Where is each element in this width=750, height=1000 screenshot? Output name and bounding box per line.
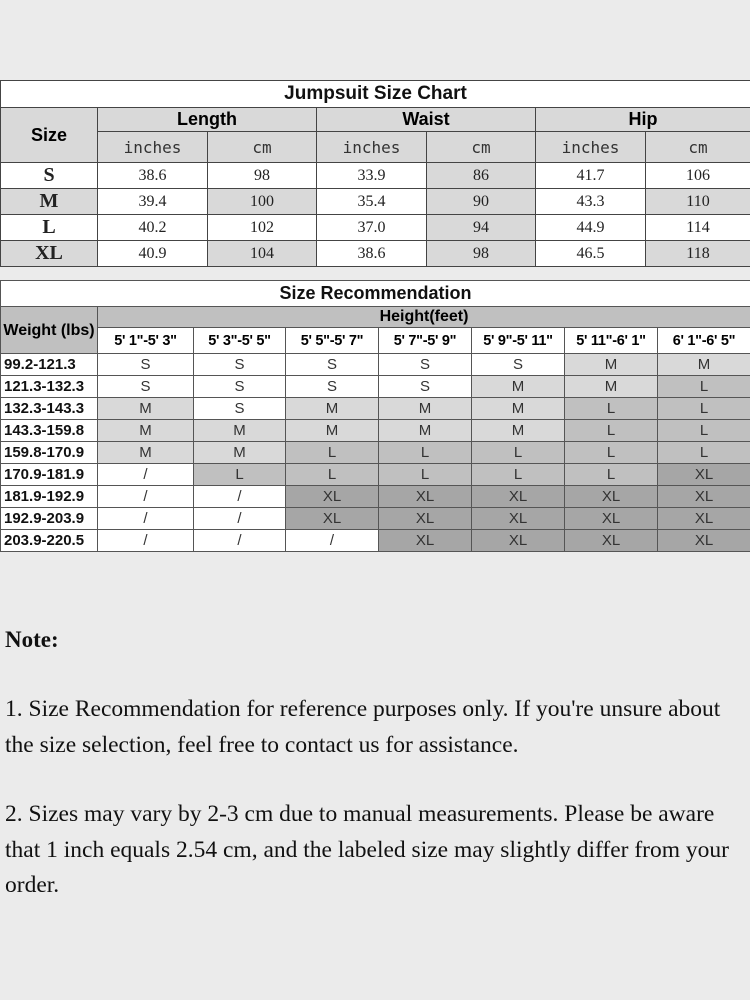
- weight-range-label: 181.9-192.9: [1, 486, 98, 508]
- table-cell: 100: [208, 189, 317, 215]
- note-item: 2. Sizes may vary by 2-3 cm due to manual measurements. Please be aware that 1 inch equals 2.54 cm, and the labeled size may slightly differ from your order.: [5, 801, 729, 898]
- size-cell: XL: [565, 530, 658, 552]
- size-cell: L: [565, 420, 658, 442]
- table-row: [1, 163, 750, 189]
- table-row: [1, 464, 750, 486]
- size-cell: S: [98, 354, 194, 376]
- size-cell: M: [472, 398, 565, 420]
- table-cell: 90: [427, 189, 536, 215]
- table-cell: 40.2: [98, 215, 208, 241]
- height-range-header: 6' 1"-6' 5": [658, 328, 750, 354]
- size-cell: XL: [286, 508, 379, 530]
- weight-range-label: 99.2-121.3: [1, 354, 98, 376]
- size-cell: S: [379, 354, 472, 376]
- size-cell: /: [98, 486, 194, 508]
- size-cell: L: [565, 442, 658, 464]
- table-row: [1, 189, 750, 215]
- table-cell: 38.6: [317, 241, 427, 267]
- table-cell: 94: [427, 215, 536, 241]
- weight-range-label: 170.9-181.9: [1, 464, 98, 486]
- size-cell: XL: [472, 530, 565, 552]
- size-cell: S: [98, 376, 194, 398]
- note-heading: Note:: [5, 627, 59, 652]
- note-item: 1. Size Recommendation for reference purposes only. If you're unsure about the size selection, feel free to contact us for assistance.: [5, 696, 721, 758]
- size-cell: M: [98, 398, 194, 420]
- weight-range-label: 192.9-203.9: [1, 508, 98, 530]
- table-row: [1, 398, 750, 420]
- size-cell: /: [286, 530, 379, 552]
- table-cell: 43.3: [536, 189, 646, 215]
- size-cell: S: [379, 376, 472, 398]
- size-cell: M: [98, 420, 194, 442]
- size-cell: XL: [472, 508, 565, 530]
- size-recommendation-title: Size Recommendation: [1, 281, 750, 307]
- table-cell: 102: [208, 215, 317, 241]
- size-cell: S: [194, 376, 286, 398]
- size-cell: L: [565, 398, 658, 420]
- size-cell: L: [658, 420, 750, 442]
- size-cell: XL: [379, 486, 472, 508]
- table-row: [1, 442, 750, 464]
- size-cell: /: [194, 530, 286, 552]
- size-cell: S: [286, 376, 379, 398]
- table-row: [1, 486, 750, 508]
- size-label: S: [1, 163, 98, 189]
- weight-range-label: 121.3-132.3: [1, 376, 98, 398]
- height-range-header: 5' 5"-5' 7": [286, 328, 379, 354]
- table-cell: 86: [427, 163, 536, 189]
- table-row: [1, 241, 750, 267]
- size-label: M: [1, 189, 98, 215]
- size-cell: L: [472, 464, 565, 486]
- size-recommendation-table: [0, 280, 750, 552]
- size-cell: L: [658, 398, 750, 420]
- size-cell: M: [379, 420, 472, 442]
- notes-section: [5, 622, 745, 904]
- table-row: [1, 420, 750, 442]
- size-cell: XL: [658, 530, 750, 552]
- table-cell: 46.5: [536, 241, 646, 267]
- size-cell: M: [194, 442, 286, 464]
- size-cell: /: [194, 508, 286, 530]
- unit-header: inches: [317, 132, 427, 163]
- table-cell: 106: [646, 163, 750, 189]
- size-cell: /: [98, 508, 194, 530]
- table-cell: 40.9: [98, 241, 208, 267]
- size-cell: XL: [658, 486, 750, 508]
- size-cell: L: [472, 442, 565, 464]
- height-group-header: Height(feet): [98, 307, 750, 328]
- size-column-header: Size: [1, 108, 98, 163]
- size-cell: L: [286, 464, 379, 486]
- size-cell: M: [472, 420, 565, 442]
- size-cell: L: [379, 442, 472, 464]
- length-group-header: Length: [98, 108, 317, 132]
- table-row: [1, 376, 750, 398]
- table-cell: 118: [646, 241, 750, 267]
- table-cell: 33.9: [317, 163, 427, 189]
- size-chart-table: [0, 80, 750, 267]
- size-cell: L: [658, 376, 750, 398]
- size-cell: XL: [472, 486, 565, 508]
- height-range-header: 5' 9"-5' 11": [472, 328, 565, 354]
- table-cell: 110: [646, 189, 750, 215]
- unit-header: cm: [208, 132, 317, 163]
- size-cell: XL: [286, 486, 379, 508]
- unit-header: cm: [646, 132, 750, 163]
- size-label: XL: [1, 241, 98, 267]
- table-cell: 104: [208, 241, 317, 267]
- size-cell: S: [194, 354, 286, 376]
- height-range-header: 5' 7"-5' 9": [379, 328, 472, 354]
- size-cell: XL: [565, 486, 658, 508]
- size-cell: M: [565, 376, 658, 398]
- size-cell: XL: [379, 530, 472, 552]
- height-range-header: 5' 3"-5' 5": [194, 328, 286, 354]
- size-cell: S: [194, 398, 286, 420]
- size-cell: L: [658, 442, 750, 464]
- table-row: [1, 508, 750, 530]
- table-cell: 38.6: [98, 163, 208, 189]
- table-row: [1, 215, 750, 241]
- size-cell: L: [565, 464, 658, 486]
- unit-header: inches: [98, 132, 208, 163]
- size-cell: XL: [565, 508, 658, 530]
- weight-range-label: 143.3-159.8: [1, 420, 98, 442]
- size-cell: M: [565, 354, 658, 376]
- size-cell: /: [98, 530, 194, 552]
- size-cell: S: [472, 354, 565, 376]
- size-chart-title: Jumpsuit Size Chart: [1, 81, 750, 108]
- size-cell: /: [98, 464, 194, 486]
- weight-range-label: 203.9-220.5: [1, 530, 98, 552]
- size-cell: XL: [379, 508, 472, 530]
- weight-range-label: 159.8-170.9: [1, 442, 98, 464]
- size-label: L: [1, 215, 98, 241]
- size-cell: XL: [658, 464, 750, 486]
- size-cell: M: [379, 398, 472, 420]
- size-cell: S: [286, 354, 379, 376]
- table-row: [1, 530, 750, 552]
- table-row: [1, 354, 750, 376]
- table-cell: 98: [427, 241, 536, 267]
- size-cell: M: [286, 420, 379, 442]
- height-range-header: 5' 1"-5' 3": [98, 328, 194, 354]
- table-cell: 44.9: [536, 215, 646, 241]
- size-cell: M: [194, 420, 286, 442]
- unit-header: cm: [427, 132, 536, 163]
- table-cell: 37.0: [317, 215, 427, 241]
- weight-column-header: Weight (lbs): [1, 307, 98, 354]
- unit-header: inches: [536, 132, 646, 163]
- size-cell: M: [472, 376, 565, 398]
- table-cell: 98: [208, 163, 317, 189]
- size-cell: M: [658, 354, 750, 376]
- table-cell: 114: [646, 215, 750, 241]
- hip-group-header: Hip: [536, 108, 750, 132]
- table-cell: 35.4: [317, 189, 427, 215]
- size-cell: L: [194, 464, 286, 486]
- size-cell: L: [286, 442, 379, 464]
- size-cell: M: [98, 442, 194, 464]
- table-cell: 39.4: [98, 189, 208, 215]
- waist-group-header: Waist: [317, 108, 536, 132]
- size-cell: M: [286, 398, 379, 420]
- size-cell: XL: [658, 508, 750, 530]
- weight-range-label: 132.3-143.3: [1, 398, 98, 420]
- size-cell: /: [194, 486, 286, 508]
- height-range-header: 5' 11"-6' 1": [565, 328, 658, 354]
- table-cell: 41.7: [536, 163, 646, 189]
- size-cell: L: [379, 464, 472, 486]
